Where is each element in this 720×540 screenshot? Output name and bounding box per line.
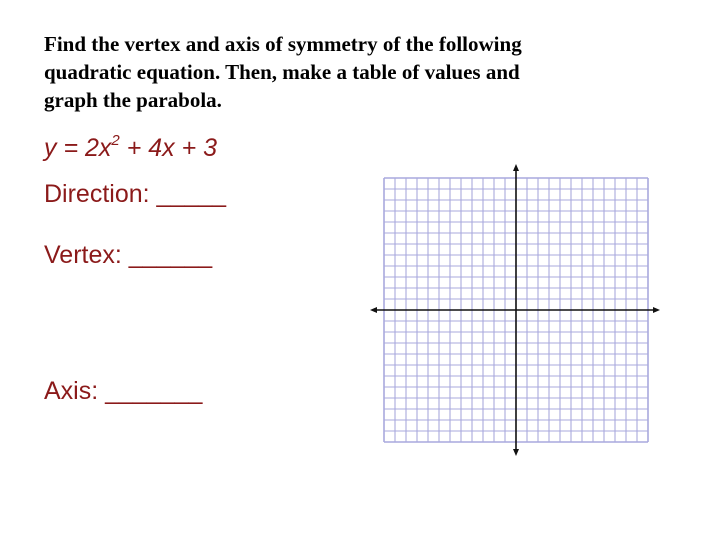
axes [370, 164, 660, 456]
x-axis-right-arrow [653, 307, 660, 313]
coordinate-grid[interactable] [368, 162, 662, 458]
y-axis-up-arrow [513, 164, 519, 171]
prompt-line-2: quadratic equation. Then, make a table of values and [44, 60, 520, 84]
x-axis-left-arrow [370, 307, 377, 313]
equation-exponent: 2 [111, 132, 120, 149]
prompt-line-1: Find the vertex and axis of symmetry of the following [44, 32, 522, 56]
y-axis-down-arrow [513, 449, 519, 456]
equation-rhs: + 4x + 3 [119, 134, 218, 162]
prompt-line-3: graph the parabola. [44, 88, 222, 112]
direction-blank[interactable]: Direction: _____ [44, 180, 227, 208]
axis-of-symmetry-blank[interactable]: Axis: _______ [44, 377, 203, 405]
problem-prompt [44, 30, 684, 114]
quadratic-equation [44, 134, 217, 163]
equation-lhs: y = 2x [44, 134, 112, 162]
vertex-blank[interactable]: Vertex: ______ [44, 241, 213, 269]
